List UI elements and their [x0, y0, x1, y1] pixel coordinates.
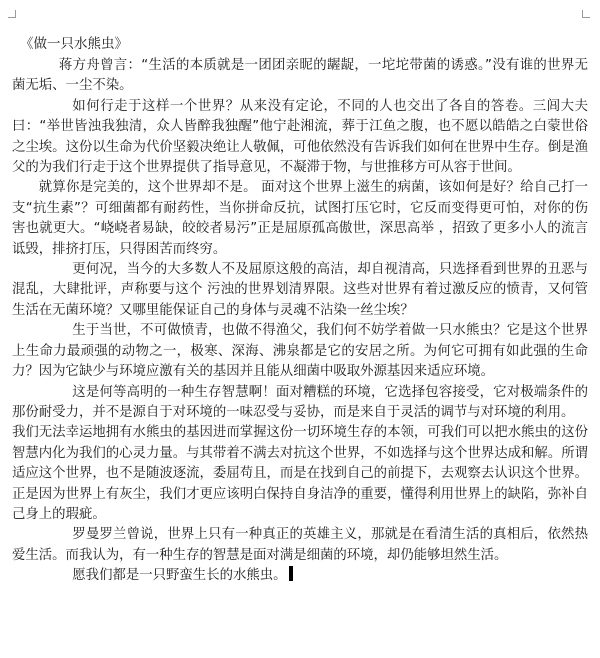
document-title: 《做一只水熊虫》	[20, 36, 128, 52]
paragraph-7: 我们无法幸运地拥有水熊虫的基因进而掌握这份一切环境生存的本领，可我们可以把水熊虫的这份智慧内化为我们的心灵力量。与其带着不满去对抗这个世界，不如选择与这个世界达成和解。所谓适应这个世界，也不是随波逐流，委屈苟且，而是在找到自己的前提下，去观察去认识这个世界。正是因为世界上有灰尘，我们才更应该明白保持自身洁净的重要，懂得利用世界上的缺陷，弥补自己身上的瑕疵。	[12, 425, 588, 522]
text-cursor	[289, 566, 293, 581]
paragraph-9	[12, 566, 588, 586]
paragraph-8: 罗曼罗兰曾说，世界上只有一种真正的英雄主义，那就是在看清生活的真相后，依然热爱生活。而我认为，有一种生存的智慧是面对满是细菌的环境，却仍能够坦然生活。	[12, 527, 588, 563]
paragraph-4: 更何况，当今的大多数人不及屈原这般的高洁，却自视清高，只选择看到世界的丑恶与混乱，大肆批评，声称要与这个 污浊的世界划清界限。这些对世界有着过激反应的愤青，又何管生活在无菌环境？又哪里能保证自己的身体与灵魂不沾染一丝尘埃？	[12, 262, 588, 318]
page-corner-mark-right	[582, 10, 590, 18]
paragraph-3: 就算你是完美的，这个世界却不是。 面对这个世界上滋生的病菌，该如何是好？给自己打一支“抗生素”？可细菌都有耐药性，当你拼命反抗，试图打压它时，它反而变得更可怕，对你的伤害也就更大。“峣峣者易缺，皎皎者易污”正是屈原孤高傲世，深思高举 ，招致了更多小人的流言诋毁，排挤打压，只得困苦而终穷。	[12, 180, 588, 257]
document-body[interactable]	[12, 35, 588, 587]
page-corner-mark-left	[8, 10, 16, 18]
paragraph-2: 如何行走于这样一个世界？从来没有定论，不同的人也交出了各自的答卷。三闾大夫曰：“举世皆浊我独清，众人皆醉我独醒”他宁赴湘流，葬于江鱼之腹，也不愿以皓皓之白蒙世俗之尘埃。这份以生命为代价坚毅决绝让人敬佩，可他依然没有告诉我们如何在世界中生存。倒是渔父的为我们行走于这个世界提供了指导意见，不凝滞于物，与世推移方可从容于世间。	[12, 98, 588, 176]
paragraph-6: 这是何等高明的一种生存智慧啊！面对糟糕的环境，它选择包容接受，它对极端条件的那份耐受力，并不是源自于对环境的一味忍受与妥协，而是来自于灵活的调节与对环境的利用。	[12, 384, 588, 420]
paragraph-5: 生于当世，不可做愤青，也做不得渔父，我们何不妨学着做一只水熊虫？它是这个世界上生命力最顽强的动物之一，极寒、深海、沸泉都是它的安居之所。为何它可拥有如此强的生命力？因为它缺少与环境应激有关的基因并且能从细菌中吸取外源基因来适应环境。	[12, 323, 588, 380]
paragraph-1: 蒋方舟曾言：“生活的本质就是一团团亲昵的龌龊，一坨坨带菌的诱惑。”没有谁的世界无菌无垢、一尘不染。	[12, 58, 588, 94]
paragraph-9-text: 愿我们都是一只野蛮生长的水熊虫。	[72, 568, 287, 584]
